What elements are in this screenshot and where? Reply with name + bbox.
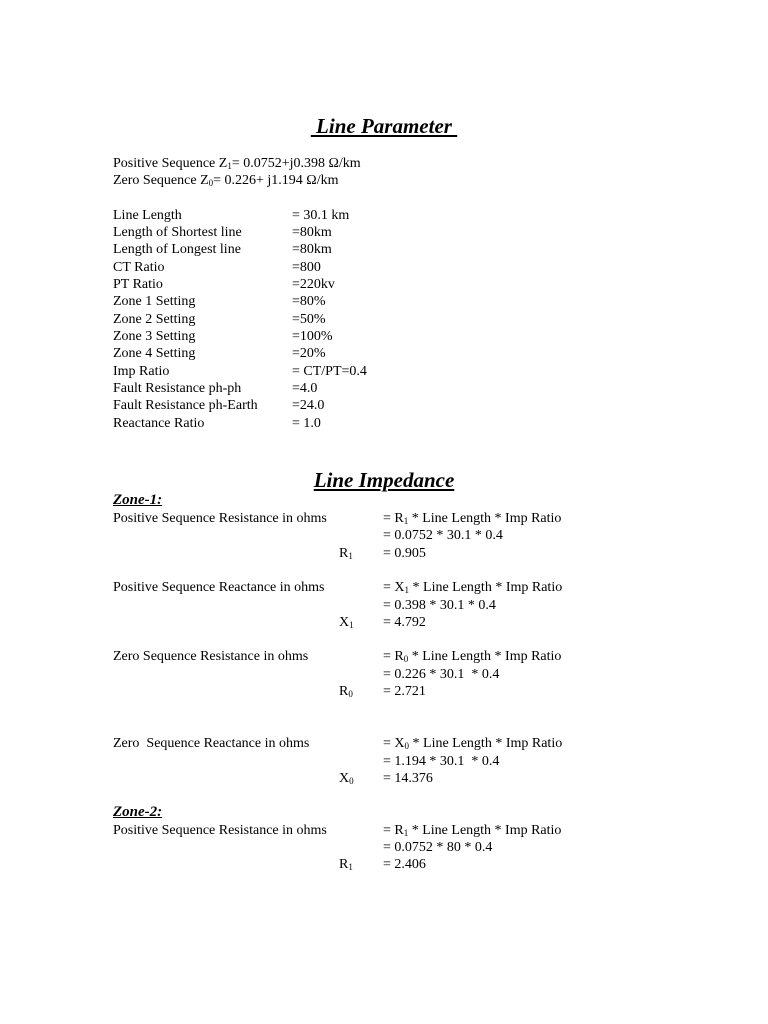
param-value: =100% <box>292 329 333 344</box>
calc-symbol: $R_0$ <box>339 684 353 699</box>
calc-symbol: $R_1$ <box>339 857 353 872</box>
positive-seq-prefix: Positive Sequence Z <box>113 156 228 171</box>
param-label: Zone 3 Setting <box>113 329 196 344</box>
param-value: =80% <box>292 294 326 309</box>
calc-substitution: = 0.0752 * 30.1 * 0.4 <box>383 528 503 543</box>
calc-substitution: = 0.226 * 30.1 * 0.4 <box>383 667 500 682</box>
calc-result: = 4.792 <box>383 615 426 630</box>
param-label: PT Ratio <box>113 277 163 292</box>
calc-symbol: $X_1$ <box>339 615 354 630</box>
line-impedance-title: Line Impedance <box>313 468 455 492</box>
param-label: Length of Longest line <box>113 242 241 257</box>
calc-label: Positive Sequence Resistance in ohms <box>113 511 327 526</box>
param-value: = CT/PT=0.4 <box>292 364 367 379</box>
calc-substitution: = 0.0752 * 80 * 0.4 <box>383 840 493 855</box>
param-value: = 30.1 km <box>292 208 350 223</box>
param-label: Zone 1 Setting <box>113 294 196 309</box>
calc-substitution: = 1.194 * 30.1 * 0.4 <box>383 754 500 769</box>
param-label: CT Ratio <box>113 260 165 275</box>
calc-symbol: $R_1$ <box>339 546 353 561</box>
param-value: =80km <box>292 225 332 240</box>
param-label: Fault Resistance ph-ph <box>113 381 242 396</box>
calc-formula: = $X_1$ * Line Length * Imp Ratio <box>383 580 563 595</box>
param-label: Zone 2 Setting <box>113 312 196 327</box>
calc-result: = 14.376 <box>383 771 433 786</box>
calc-formula: = $R_1$ * Line Length * Imp Ratio <box>383 511 562 526</box>
param-value: =50% <box>292 312 326 327</box>
param-value: =20% <box>292 346 326 361</box>
zero-seq-suffix: = 0.226+ j1.194 Ω/km <box>213 173 339 188</box>
param-label: Fault Resistance ph-Earth <box>113 398 258 413</box>
calc-result: = 2.721 <box>383 684 426 699</box>
calc-result: = 2.406 <box>383 857 426 872</box>
param-value: =220kv <box>292 277 335 292</box>
param-value: =80km <box>292 242 332 257</box>
line-parameter-title: Line Parameter <box>310 114 458 138</box>
param-label: Reactance Ratio <box>113 416 205 431</box>
calc-label: Positive Sequence Reactance in ohms <box>113 580 325 595</box>
calc-formula: = $R_0$ * Line Length * Imp Ratio <box>383 649 562 664</box>
calc-label: Zero Sequence Reactance in ohms <box>113 736 310 751</box>
zone-1-heading: Zone-1: <box>113 492 163 508</box>
param-value: =24.0 <box>292 398 325 413</box>
param-value: =800 <box>292 260 321 275</box>
calc-formula: = $X_0$ * Line Length * Imp Ratio <box>383 736 563 751</box>
param-label: Imp Ratio <box>113 364 170 379</box>
zero-seq-sub: 0 <box>208 178 214 188</box>
zero-sequence-impedance <box>113 172 339 189</box>
positive-sequence-impedance <box>113 155 361 172</box>
calc-label: Zero Sequence Resistance in ohms <box>113 649 309 664</box>
positive-seq-sub: 1 <box>227 161 232 171</box>
calc-formula: = $R_1$ * Line Length * Imp Ratio <box>383 823 562 838</box>
param-value: =4.0 <box>292 381 318 396</box>
positive-seq-suffix: = 0.0752+j0.398 Ω/km <box>231 156 361 171</box>
zero-seq-prefix: Zero Sequence Z <box>113 173 209 188</box>
calc-substitution: = 0.398 * 30.1 * 0.4 <box>383 598 496 613</box>
param-label: Zone 4 Setting <box>113 346 196 361</box>
calc-result: = 0.905 <box>383 546 426 561</box>
param-value: = 1.0 <box>292 416 321 431</box>
param-label: Line Length <box>113 208 182 223</box>
zone-2-heading: Zone-2: <box>113 804 163 820</box>
param-label: Length of Shortest line <box>113 225 242 240</box>
calc-symbol: $X_0$ <box>339 771 354 786</box>
calc-label: Positive Sequence Resistance in ohms <box>113 823 327 838</box>
